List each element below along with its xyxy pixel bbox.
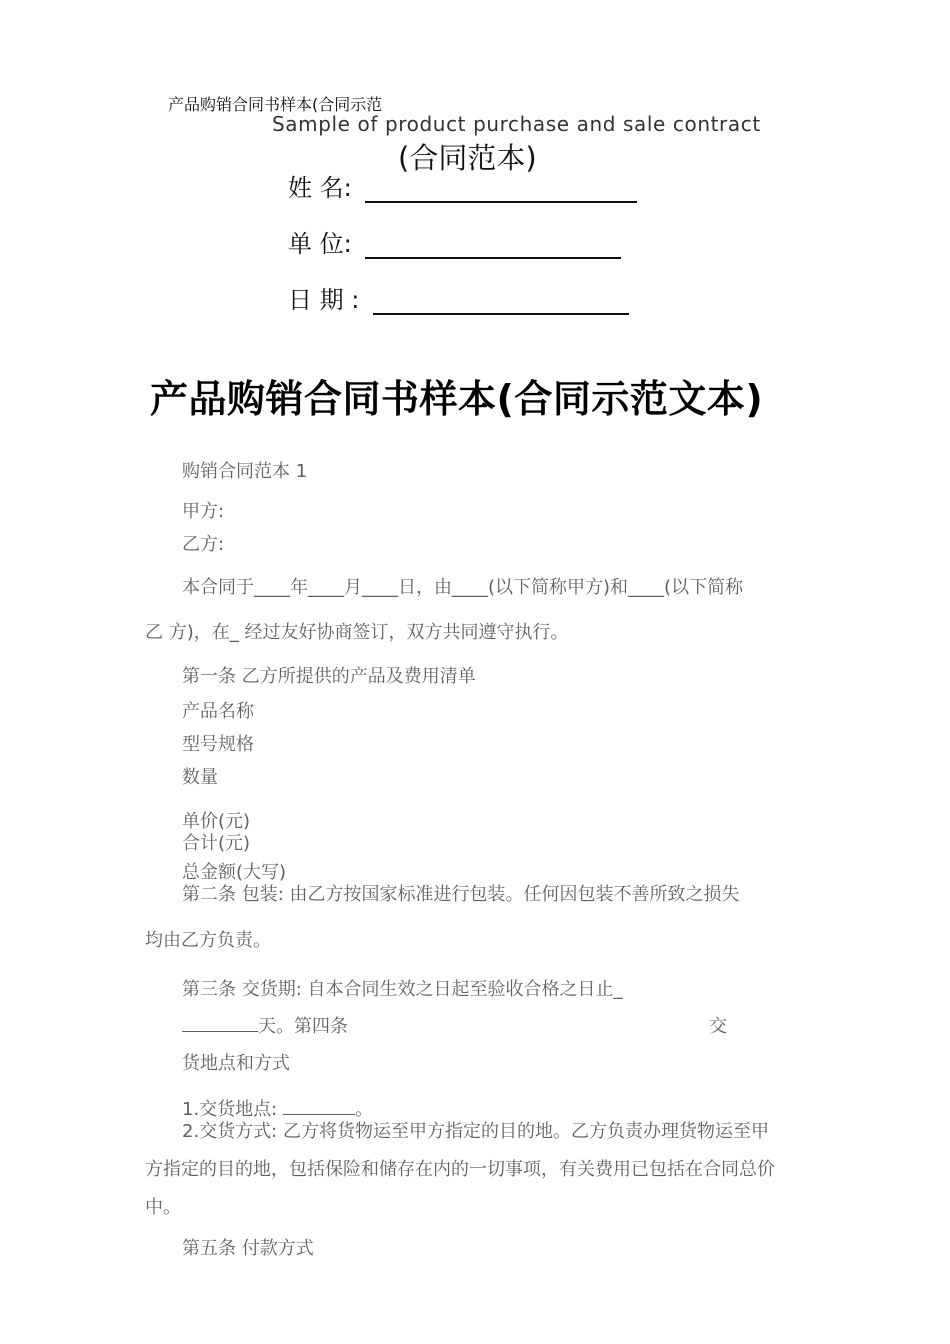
article-2-line-2: 均由乙方负责。: [145, 930, 271, 951]
article-4-title: 货地点和方式: [182, 1053, 290, 1074]
list-product-name: 产品名称: [182, 701, 254, 722]
article-3-line-1: 第三条 交货期: 自本合同生效之日起至验收合格之日止_: [182, 979, 623, 1000]
list-model: 型号规格: [182, 734, 254, 755]
article-5: 第五条 付款方式: [182, 1238, 314, 1259]
unit-field-label: 单 位:: [288, 230, 352, 258]
delivery-method-line-1: 2.交货方式: 乙方将货物运至甲方指定的目的地。乙方负责办理货物运至甲: [182, 1121, 769, 1142]
english-title: Sample of product purchase and sale contract: [272, 112, 761, 136]
date-field-label: 日 期 :: [288, 286, 360, 314]
delivery-method-line-3: 中。: [145, 1197, 181, 1218]
list-total: 合计(元): [182, 833, 251, 854]
list-amount: 总金额(大写): [182, 862, 287, 883]
unit-field[interactable]: [288, 224, 621, 259]
running-title: 产品购销合同书样本(合同示范: [168, 95, 383, 114]
delivery-method-line-2: 方指定的目的地，包括保险和储存在内的一切事项，有关费用已包括在合同总价: [145, 1159, 775, 1180]
date-field-line[interactable]: [373, 285, 629, 315]
intro-line-2: 乙 方)，在_ 经过友好协商签订，双方共同遵守执行。: [145, 622, 569, 643]
article-3-line-2-text: 天。第四条: [258, 1016, 348, 1037]
name-field-line[interactable]: [365, 173, 637, 203]
sample-label: 购销合同范本 1: [182, 461, 308, 482]
article-1: 第一条 乙方所提供的产品及费用清单: [182, 666, 476, 687]
chinese-subtitle: (合同范本): [398, 141, 537, 175]
article-2-line-1: 第二条 包装: 由乙方按国家标准进行包装。任何因包装不善所致之损失: [182, 884, 740, 905]
delivery-place-label: 1.交货地点:: [182, 1099, 278, 1120]
name-field[interactable]: [288, 168, 637, 203]
date-field[interactable]: [288, 280, 629, 315]
intro-line-1: 本合同于____年____月____日，由____(以下简称甲方)和____(以下简称: [182, 577, 744, 598]
article-4-start: 交: [709, 1016, 727, 1037]
article-3-line-2: [182, 1012, 348, 1038]
party-b: 乙方:: [182, 534, 225, 555]
name-field-label: 姓 名:: [288, 174, 352, 202]
document-title: 产品购销合同书样本(合同示范文本): [150, 377, 764, 421]
delivery-place-blank[interactable]: [283, 1096, 355, 1115]
unit-field-line[interactable]: [365, 229, 621, 259]
delivery-place-end: 。: [354, 1099, 373, 1120]
list-quantity: 数量: [182, 767, 218, 788]
list-unit-price: 单价(元): [182, 811, 251, 832]
party-a: 甲方:: [182, 501, 225, 522]
days-blank[interactable]: [182, 1013, 258, 1032]
